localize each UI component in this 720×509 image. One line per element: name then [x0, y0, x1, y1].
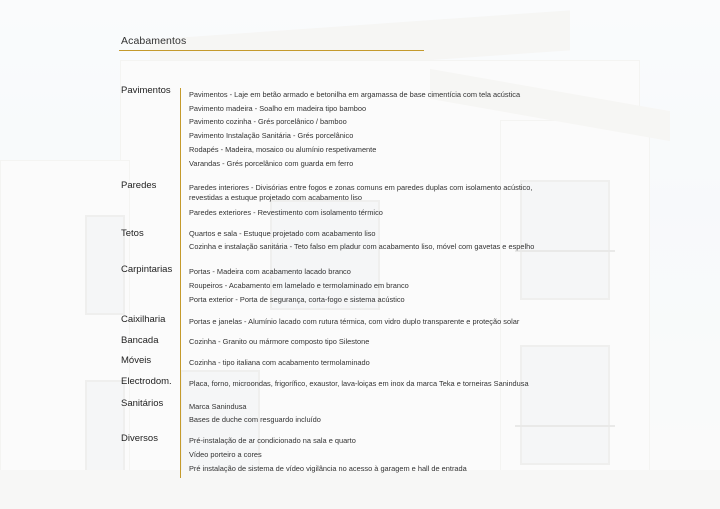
item-diversos-1: Pré-instalação de ar condicionado na sala e quarto — [189, 436, 356, 445]
item-paredes-3: Paredes exteriores - Revestimento com isolamento térmico — [189, 208, 383, 217]
item-sanitarios-1: Marca Sanindusa — [189, 402, 247, 411]
item-pavimentos-4: Pavimento Instalação Sanitária - Grés porcelânico — [189, 131, 354, 140]
category-pavimentos: Pavimentos — [121, 85, 171, 96]
category-paredes: Paredes — [121, 180, 157, 191]
item-tetos-2: Cozinha e instalação sanitária - Teto falso em pladur com acabamento liso, móvel com gavetas e espelho — [189, 242, 535, 251]
category-sanitarios: Sanitários — [121, 398, 164, 409]
item-pavimentos-6: Varandas - Grés porcelânico com guarda em ferro — [189, 159, 354, 168]
page-title: Acabamentos — [121, 35, 187, 47]
category-bancada: Bancada — [121, 335, 159, 346]
item-pavimentos-3: Pavimento cozinha - Grés porcelânico / bamboo — [189, 117, 347, 126]
category-tetos: Tetos — [121, 228, 144, 239]
item-caixilharia-1: Portas e janelas - Alumínio lacado com rutura térmica, com vidro duplo transparente e proteção solar — [189, 317, 520, 326]
item-tetos-1: Quartos e sala - Estuque projetado com acabamento liso — [189, 229, 376, 238]
category-caixilharia: Caixilharia — [121, 314, 166, 325]
item-sanitarios-2: Bases de duche com resguardo incluído — [189, 415, 321, 424]
item-paredes-1: Paredes interiores - Divisórias entre fogos e zonas comuns em paredes duplas com isolamento acústico, — [189, 183, 533, 192]
category-electrodomesticos: Electrodom. — [121, 376, 172, 387]
item-pavimentos-5: Rodapés - Madeira, mosaico ou alumínio respetivamente — [189, 145, 377, 154]
category-divider-line — [180, 88, 181, 478]
item-pavimentos-1: Pavimentos - Laje em betão armado e betonilha em argamassa de base cimentícia com tela acústica — [189, 90, 521, 99]
item-pavimentos-2: Pavimento madeira - Soalho em madeira tipo bamboo — [189, 104, 367, 113]
category-carpintarias: Carpintarias — [121, 264, 173, 275]
item-carpintarias-3: Porta exterior - Porta de segurança, corta-fogo e sistema acústico — [189, 295, 405, 304]
item-diversos-2: Vídeo porteiro a cores — [189, 450, 262, 459]
item-carpintarias-2: Roupeiros - Acabamento em lamelado e termolaminado em branco — [189, 281, 409, 290]
title-underline — [119, 50, 424, 51]
item-carpintarias-1: Portas - Madeira com acabamento lacado branco — [189, 267, 351, 276]
item-moveis-1: Cozinha - tipo italiana com acabamento termolaminado — [189, 358, 370, 367]
item-electrodomesticos-1: Placa, forno, microondas, frigorífico, exaustor, lava-loiças em inox da marca Teka e torneiras Sanindusa — [189, 379, 529, 388]
item-paredes-2: revestidas a estuque projetado com acabamento liso — [189, 193, 362, 202]
item-diversos-3: Pré instalação de sistema de vídeo vigilância no acesso à garagem e hall de entrada — [189, 464, 467, 473]
item-bancada-1: Cozinha - Granito ou mármore composto tipo Silestone — [189, 337, 370, 346]
category-moveis: Móveis — [121, 355, 152, 366]
category-diversos: Diversos — [121, 433, 158, 444]
